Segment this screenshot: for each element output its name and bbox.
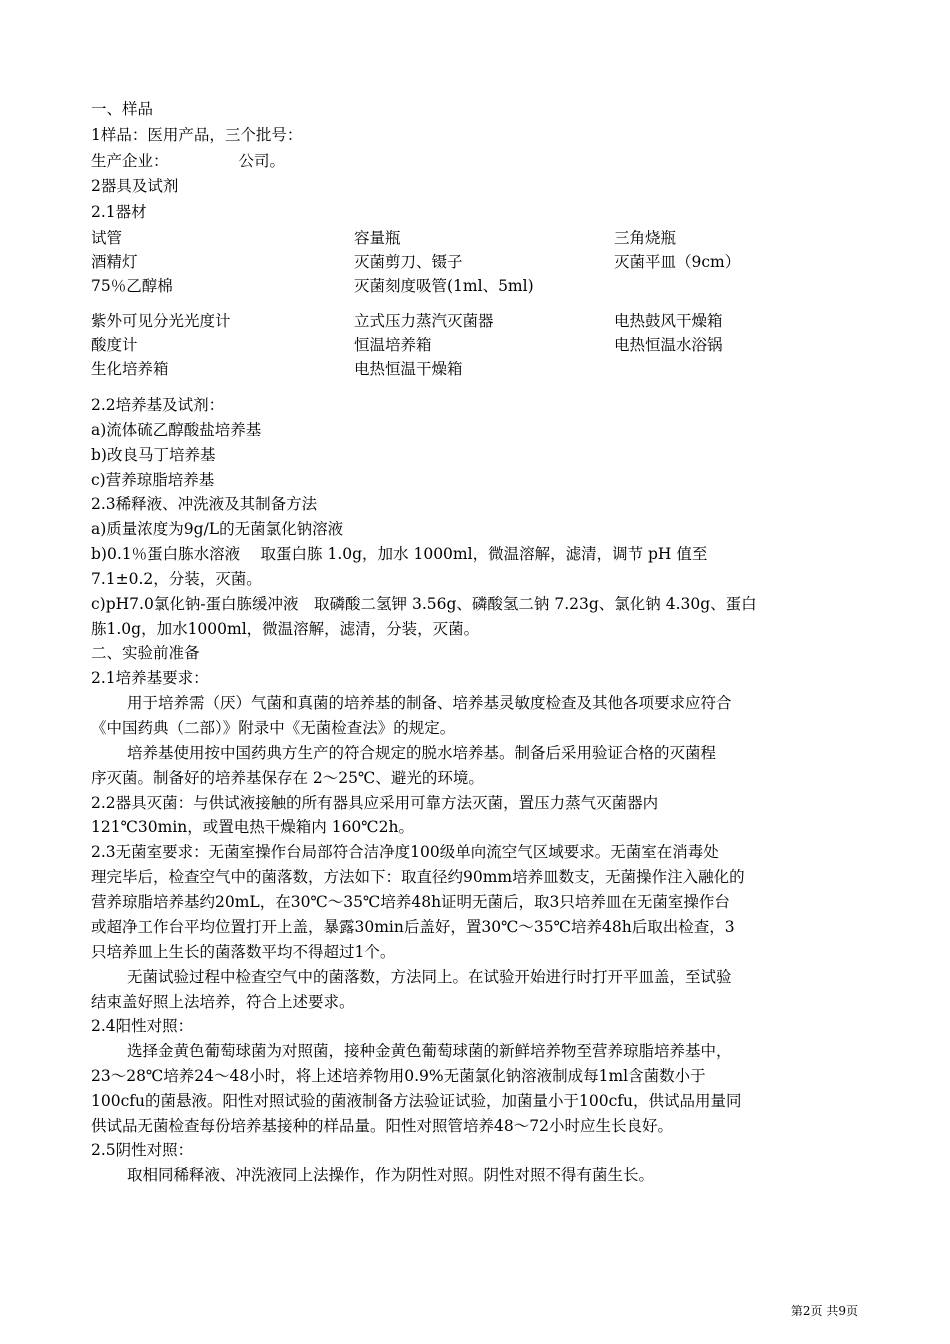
equipment-item: 恒温培养箱	[354, 336, 432, 354]
text-line: 2.1器材	[91, 203, 147, 221]
equipment-item: 试管	[91, 229, 123, 247]
equipment-item: 生化培养箱	[91, 360, 169, 378]
text-line: 培养基使用按中国药典方生产的符合规定的脱水培养基。制备后采用验证合格的灭菌程	[127, 744, 717, 762]
equipment-item: 容量瓶	[354, 229, 401, 247]
text-line: 或超净工作台平均位置打开上盖，暴露30min后盖好，置30℃～35℃培养48h后取出检查，3	[91, 918, 735, 936]
text-line: 1样品：医用产品，三个批号：	[91, 126, 303, 144]
equipment-item: 立式压力蒸汽灭菌器	[354, 312, 494, 330]
text-line: b)改良马丁培养基	[91, 446, 216, 464]
text-line: 《中国药典（二部）》附录中《无菌检查法》的规定。	[91, 719, 456, 737]
text-line: a)流体硫乙醇酸盐培养基	[91, 421, 262, 439]
text-line: 2.3稀释液、冲洗液及其制备方法	[91, 495, 318, 513]
equipment-item: 灭菌剪刀、镊子	[354, 253, 463, 271]
text-line: 2.5阴性对照：	[91, 1141, 194, 1159]
text-line: 2.1培养基要求：	[91, 669, 209, 687]
text-line: 营养琼脂培养基约20mL，在30℃～35℃培养48h证明无菌后，取3只培养皿在无菌室操作台	[91, 893, 730, 911]
text-line: c)pH7.0氯化钠-蛋白胨缓冲液 取磷酸二氢钾 3.56g、磷酸氢二钠 7.23g、氯化钠 4.30g、蛋白	[91, 595, 757, 613]
text-line: 只培养皿上生长的菌落数平均不得超过1个。	[91, 943, 396, 961]
equipment-item: 电热鼓风干燥箱	[614, 312, 723, 330]
text-line: 无菌试验过程中检查空气中的菌落数，方法同上。在试验开始进行时打开平皿盖，至试验	[127, 968, 732, 986]
equipment-item: 75％乙醇棉	[91, 277, 173, 295]
equipment-item: 灭菌平皿（9cm）	[614, 253, 741, 271]
text-line: 100cfu的菌悬液。阳性对照试验的菌液制备方法验证试验，加菌量小于100cfu，供试品用量同	[91, 1092, 742, 1110]
text-line	[91, 151, 285, 171]
section-heading: 一、样品	[91, 100, 154, 118]
text-line: 7.1±0.2，分装，灭菌。	[91, 570, 262, 588]
text-line: 取相同稀释液、冲洗液同上法操作，作为阴性对照。阴性对照不得有菌生长。	[127, 1166, 655, 1184]
text-line: 2.3无菌室要求：无菌室操作台局部符合洁净度100级单向流空气区域要求。无菌室在消毒处	[91, 843, 719, 861]
producer-label: 生产企业：	[91, 152, 169, 170]
text-line: 胨1.0g，加水1000ml，微温溶解，滤清，分装，灭菌。	[91, 620, 480, 638]
company-suffix: 公司。	[238, 152, 286, 170]
text-line: 供试品无菌检查每份培养基接种的样品量。阳性对照管培养48～72小时应生长良好。	[91, 1117, 673, 1135]
equipment-item: 电热恒温水浴锅	[614, 336, 723, 354]
text-line: 理完毕后，检查空气中的菌落数，方法如下：取直径约90mm培养皿数支，无菌操作注入融化的	[91, 868, 745, 886]
text-line: 选择金黄色葡萄球菌为对照菌，接种金黄色葡萄球菌的新鲜培养物至营养琼脂培养基中，	[127, 1042, 732, 1060]
equipment-item: 灭菌刻度吸管(1ml、5ml)	[354, 277, 534, 295]
equipment-item: 三角烧瓶	[614, 229, 677, 247]
section-heading: 二、实验前准备	[91, 644, 200, 662]
text-line: 121℃30min，或置电热干燥箱内 160℃2h。	[91, 818, 414, 836]
text-line: 2.2培养基及试剂：	[91, 396, 225, 414]
text-line: 序灭菌。制备好的培养基保存在 2～25℃、避光的环境。	[91, 769, 484, 787]
page-number: 第2页 共9页	[790, 1304, 858, 1318]
text-line: a)质量浓度为9g/L的无菌氯化钠溶液	[91, 520, 344, 538]
equipment-item: 酒精灯	[91, 253, 138, 271]
equipment-item: 酸度计	[91, 336, 138, 354]
equipment-item: 紫外可见分光光度计	[91, 312, 231, 330]
text-line: 2.2器具灭菌：与供试液接触的所有器具应采用可靠方法灭菌，置压力蒸气灭菌器内	[91, 794, 659, 812]
text-line: c)营养琼脂培养基	[91, 471, 215, 489]
section-heading: 2器具及试剂	[91, 177, 179, 195]
text-line: 23～28℃培养24～48小时，将上述培养物用0.9%无菌氯化钠溶液制成每1ml含菌数小于	[91, 1067, 706, 1085]
text-line: 结束盖好照上法培养，符合上述要求。	[91, 993, 355, 1011]
text-line: 2.4阳性对照：	[91, 1017, 194, 1035]
equipment-item: 电热恒温干燥箱	[354, 360, 463, 378]
text-line: b)0.1％蛋白胨水溶液 取蛋白胨 1.0g，加水 1000ml，微温溶解，滤清，调节 pH 值至	[91, 545, 708, 563]
text-line: 用于培养需（厌）气菌和真菌的培养基的制备、培养基灵敏度检查及其他各项要求应符合	[127, 694, 732, 712]
